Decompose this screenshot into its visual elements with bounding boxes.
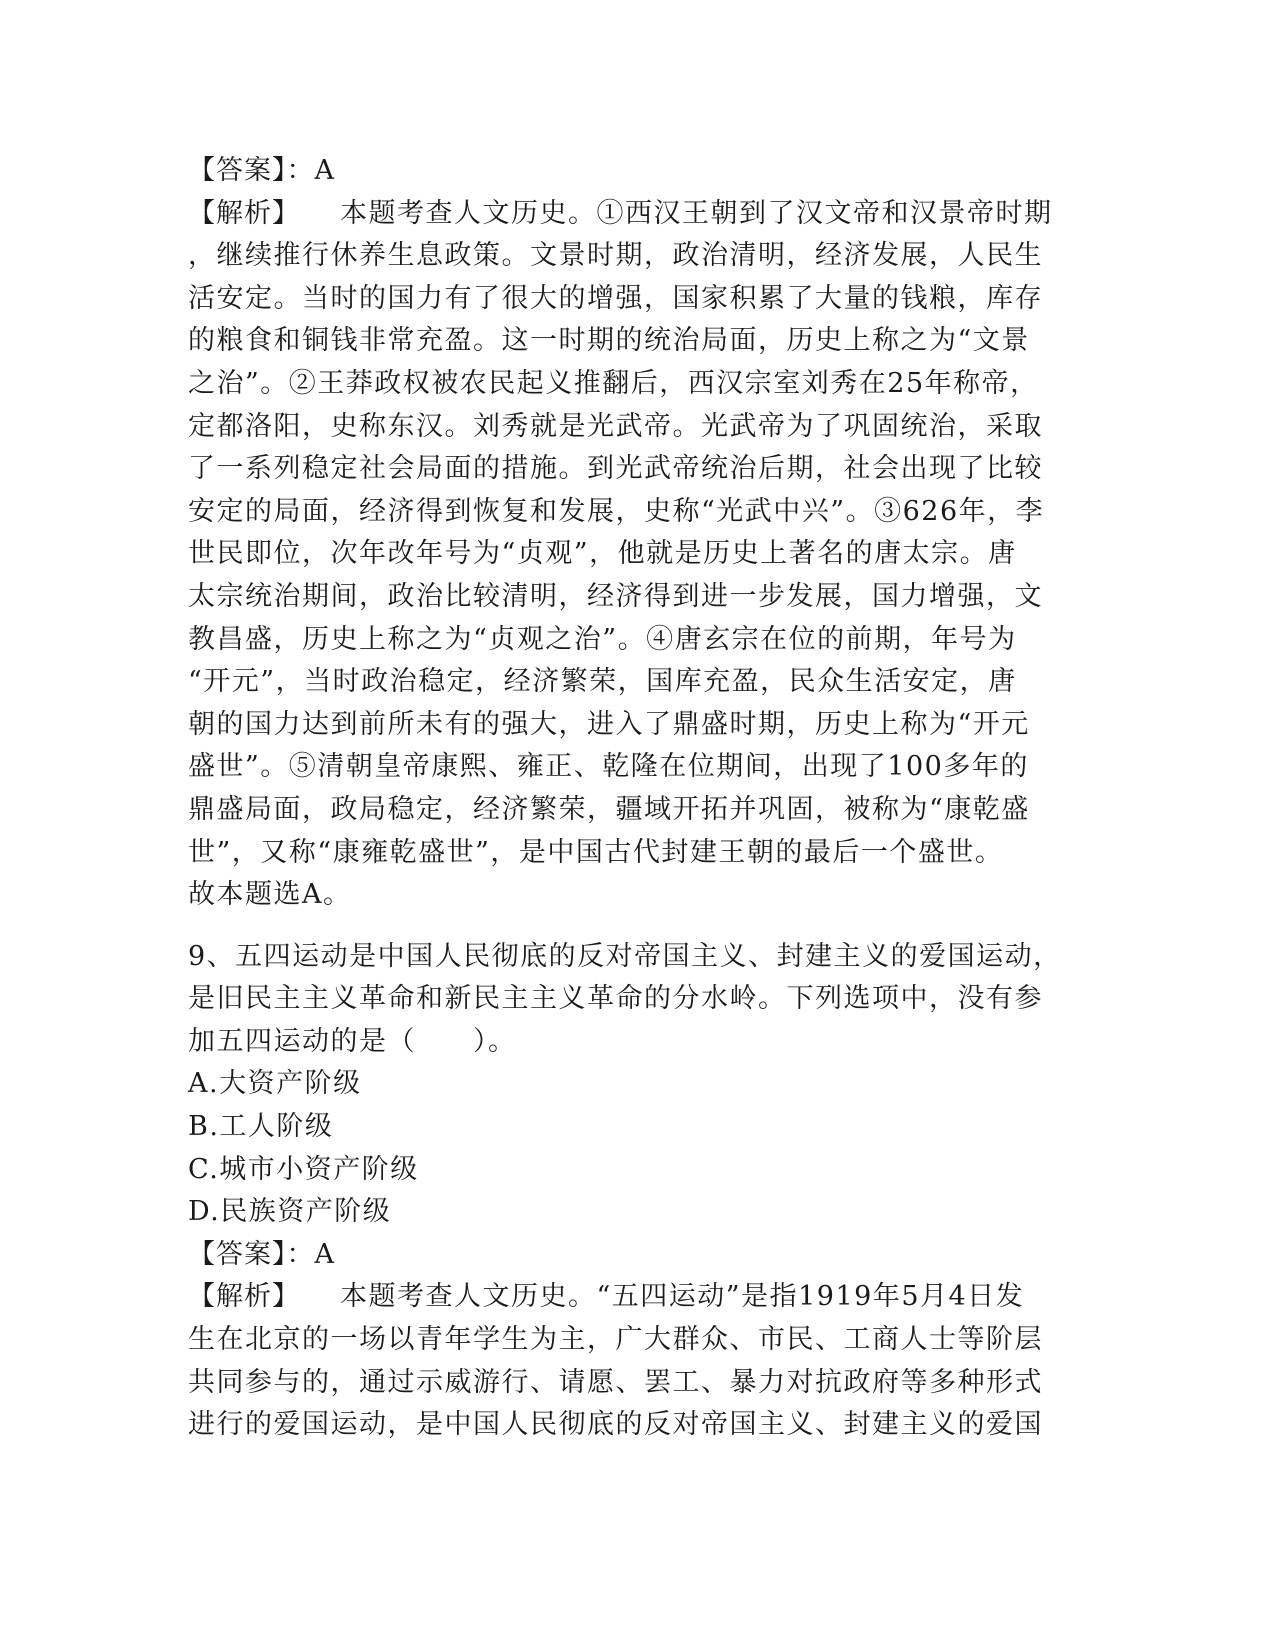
analysis-line: 了一系列稳定社会局面的措施。到光武帝统治后期，社会出现了比较 bbox=[188, 453, 1043, 485]
analysis-line: 教昌盛，历史上称之为“贞观之治”。④唐玄宗在位的前期，年号为 bbox=[188, 623, 1017, 655]
analysis-line: 太宗统治期间，政治比较清明，经济得到进一步发展，国力增强，文 bbox=[188, 580, 1043, 612]
analysis-line: 进行的爱国运动，是中国人民彻底的反对帝国主义、封建主义的爱国 bbox=[188, 1409, 1043, 1441]
analysis-line: 的粮食和铜钱非常充盈。这一时期的统治局面，历史上称之为“文景 bbox=[188, 325, 1030, 357]
q9-question-line: 是旧民主主义革命和新民主主义革命的分水岭。下列选项中，没有参 bbox=[188, 983, 1043, 1015]
analysis-line: 世民即位，次年改年号为“贞观”，他就是历史上著名的唐太宗。唐 bbox=[188, 538, 1017, 570]
q8-analysis-first-line bbox=[188, 193, 1088, 236]
analysis-line: 盛世”。⑤清朝皇帝康熙、雍正、乾隆在位期间，出现了100多年的 bbox=[188, 751, 1029, 783]
analysis-label: 【解析】 bbox=[188, 197, 300, 229]
analysis-line: 故本题选A。 bbox=[188, 879, 352, 911]
analysis-line: ，继续推行休养生息政策。文景时期，政治清明，经济发展，人民生 bbox=[188, 240, 1043, 272]
analysis-line: 活安定。当时的国力有了很大的增强，国家积累了大量的钱粮，库存 bbox=[188, 282, 1043, 314]
answer-label: 【答案】： bbox=[188, 155, 315, 186]
q9-answer bbox=[188, 1234, 1088, 1277]
analysis-text: 本题考查人文历史。①西汉王朝到了汉文帝和汉景帝时期 bbox=[340, 197, 1053, 229]
document-page bbox=[188, 150, 1088, 1447]
answer-value: A bbox=[314, 155, 336, 186]
analysis-label: 【解析】 bbox=[188, 1281, 300, 1313]
analysis-line: 共同参与的，通过示威游行、请愿、罢工、暴力对抗政府等多种形式 bbox=[188, 1366, 1043, 1398]
analysis-text: 本题考查人文历史。“五四运动”是指1919年5月4日发 bbox=[340, 1281, 1025, 1313]
analysis-line: 鼎盛局面，政局稳定，经济繁荣，疆域开拓并巩固，被称为“康乾盛 bbox=[188, 793, 1030, 825]
answer-label: 【答案】： bbox=[188, 1238, 315, 1270]
q9-question-line: 9、五四运动是中国人民彻底的反对帝国主义、封建主义的爱国运动， bbox=[188, 940, 1062, 972]
analysis-line: 朝的国力达到前所未有的强大，进入了鼎盛时期，历史上称为“开元 bbox=[188, 708, 1030, 740]
option-d: D.民族资产阶级 bbox=[188, 1196, 392, 1228]
analysis-line: 世”，又称“康雍乾盛世”，是中国古代封建王朝的最后一个盛世。 bbox=[188, 836, 1004, 868]
analysis-line: 安定的局面，经济得到恢复和发展，史称“光武中兴”。③626年，李 bbox=[188, 495, 1045, 527]
analysis-line: 生在北京的一场以青年学生为主，广大群众、市民、工商人士等阶层 bbox=[188, 1324, 1043, 1356]
answer-value: A bbox=[314, 1238, 336, 1270]
option-b: B.工人阶级 bbox=[188, 1111, 334, 1143]
analysis-line: 之治”。②王莽政权被农民起义推翻后，西汉宗室刘秀在25年称帝， bbox=[188, 367, 1039, 399]
q8-answer bbox=[188, 150, 1088, 193]
option-a: A.大资产阶级 bbox=[188, 1068, 362, 1100]
option-c: C.城市小资产阶级 bbox=[188, 1153, 419, 1185]
analysis-line: “开元”，当时政治稳定，经济繁荣，国库充盈，民众生活安定，唐 bbox=[188, 666, 1017, 698]
q9-question-line: 加五四运动的是（ ）。 bbox=[188, 1025, 517, 1057]
q9-analysis-first-line bbox=[188, 1276, 1088, 1319]
analysis-line: 定都洛阳，史称东汉。刘秀就是光武帝。光武帝为了巩固统治，采取 bbox=[188, 410, 1043, 442]
